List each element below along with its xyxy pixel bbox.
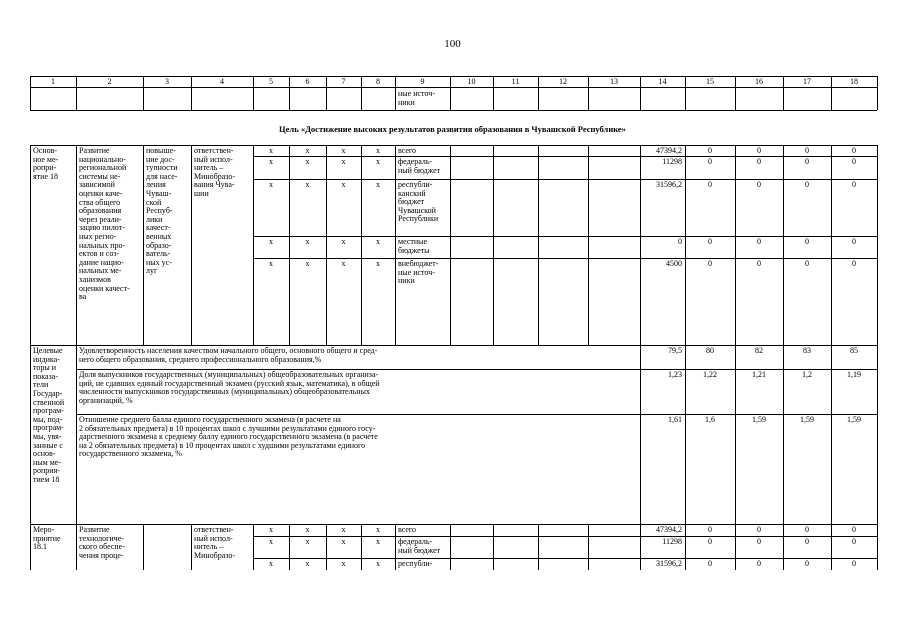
goal-title: Цель «Достижение высоких результатов развития образования в Чувашской Республике»: [279, 124, 626, 134]
value-cell: 0: [708, 259, 712, 268]
funding-source: внебюджет- ные источ- ники: [398, 259, 439, 286]
budget-code-cell: x: [305, 180, 310, 189]
value-cell: 0: [852, 157, 856, 166]
value-cell: 83: [803, 346, 811, 355]
column-rule: [538, 145, 539, 345]
value-cell: 1,6: [705, 415, 715, 424]
value-cell: 0: [757, 537, 761, 546]
value-cell: 0: [708, 559, 712, 568]
value-cell: 0: [708, 157, 712, 166]
column-header-7: 7: [341, 77, 346, 86]
page-number: 100: [444, 38, 461, 50]
funding-source: федераль- ный бюджет: [398, 157, 441, 175]
row-rule: [30, 110, 877, 111]
budget-code-cell: x: [269, 537, 273, 546]
column-header-10: 10: [467, 77, 476, 86]
budget-code-cell: x: [305, 559, 310, 568]
value-cell: 0: [852, 146, 856, 155]
column-rule: [191, 145, 192, 345]
value-2019: 31596,2: [656, 180, 682, 189]
budget-code-cell: x: [341, 559, 346, 568]
indicators-label: Целевые индика- торы и показа- тели Государ- ственной програм- мы, под- програм- мы, увя- занные с основ- ным ме- роприя- тием 18: [33, 346, 65, 484]
value-cell: 0: [852, 559, 856, 568]
budget-code-cell: x: [341, 259, 346, 268]
responsible-executor: ответствен- ный испол- нитель – Минобразо- вания Чува- шии: [194, 146, 236, 198]
column-rule: [30, 345, 31, 524]
value-cell: 0: [805, 559, 809, 568]
column-header-4: 4: [220, 77, 224, 86]
value-cell: 0: [805, 146, 809, 155]
value-cell: 0: [852, 259, 856, 268]
value-cell: 0: [708, 146, 712, 155]
budget-code-cell: x: [376, 259, 380, 268]
column-header-11: 11: [511, 77, 520, 86]
column-header-16: 16: [755, 77, 763, 86]
column-header-12: 12: [559, 77, 567, 86]
funding-source: всего: [398, 146, 417, 155]
column-rule: [493, 145, 494, 345]
column-rule: [76, 145, 77, 345]
value-2019: 0: [678, 237, 682, 246]
value-cell: 0: [757, 525, 761, 534]
value-cell: 0: [757, 146, 761, 155]
event-description: Развитие национально- региональной системы не- зависимой оценки каче- ства общего образования через реали- зацию пилот- ных регио- нальных про- ектов и соз- дание нацио- нальных ме- ханизмов оценки качест- ва: [79, 146, 130, 302]
budget-code-cell: x: [376, 537, 380, 546]
column-rule: [450, 145, 451, 345]
value-cell: 0: [805, 525, 809, 534]
value-cell: 0: [852, 537, 856, 546]
column-rule: [30, 524, 31, 570]
column-header-15: 15: [706, 77, 714, 86]
column-header-2: 2: [107, 77, 112, 86]
value-cell: 0: [708, 525, 712, 534]
budget-code-cell: x: [269, 180, 273, 189]
budget-code-cell: x: [269, 559, 273, 568]
value-cell: 0: [708, 237, 712, 246]
event-label: Основ- ное ме- ропри- ятие 18: [33, 146, 59, 181]
column-rule: [877, 76, 878, 110]
column-rule: [395, 524, 396, 570]
column-header-9: 9: [420, 77, 425, 86]
budget-code-cell: x: [376, 157, 380, 166]
value-cell: 0: [708, 537, 712, 546]
indicator-text: Доля выпускников государственных (муниципальных) общеобразовательных организа- ций, не сдавших единый государственный экзамен (русский язык, математика), в общей численности выпускников государственных (муниципальных) общеобразовательных организаций, %: [79, 370, 380, 405]
budget-code-cell: x: [376, 146, 380, 155]
value-cell: 0: [757, 559, 761, 568]
value-cell: 0: [805, 259, 809, 268]
budget-code-cell: x: [376, 559, 380, 568]
column-rule: [877, 145, 878, 345]
value-cell: 0: [757, 237, 761, 246]
value-cell: 85: [850, 346, 858, 355]
row-rule: [253, 156, 877, 157]
budget-code-cell: x: [341, 537, 346, 546]
funding-source: республи- канский бюджет Чувашской Республики: [398, 180, 439, 224]
budget-code-cell: x: [341, 157, 346, 166]
column-header-17: 17: [803, 77, 811, 86]
row-rule: [253, 536, 877, 537]
value-cell: 1,2: [802, 370, 812, 379]
value-2019: 31596,2: [656, 559, 682, 568]
value-cell: 1,21: [752, 370, 766, 379]
value-2019: 4500: [666, 259, 682, 268]
value-cell: 1,59: [800, 415, 814, 424]
value-cell: 80: [706, 346, 714, 355]
budget-code-cell: x: [269, 525, 273, 534]
column-header-8: 8: [376, 77, 380, 86]
value-2019: 1,61: [668, 415, 682, 424]
column-rule: [143, 145, 144, 345]
row-rule: [30, 524, 877, 525]
value-2019: 11298: [662, 537, 682, 546]
column-rule: [76, 524, 77, 570]
column-rule: [877, 524, 878, 570]
row-rule: [30, 87, 877, 88]
value-2019: 11298: [662, 157, 682, 166]
funding-source: всего: [398, 525, 417, 534]
value-cell: 0: [805, 537, 809, 546]
budget-code-cell: x: [269, 157, 273, 166]
value-cell: 82: [755, 346, 763, 355]
value-cell: 0: [757, 180, 761, 189]
column-rule: [877, 345, 878, 524]
column-header-13: 13: [610, 77, 618, 86]
budget-code-cell: x: [376, 180, 380, 189]
value-2019: 79,5: [668, 346, 682, 355]
value-cell: 0: [757, 157, 761, 166]
funding-source: федераль- ный бюджет: [398, 537, 441, 555]
budget-code-cell: x: [341, 180, 346, 189]
row-rule: [253, 179, 877, 180]
column-header-3: 3: [165, 77, 169, 86]
value-cell: 0: [805, 180, 809, 189]
column-rule: [588, 145, 589, 345]
column-rule: [395, 145, 396, 345]
budget-code-cell: x: [305, 237, 310, 246]
budget-code-cell: x: [376, 237, 380, 246]
row-rule: [253, 236, 877, 237]
value-2019: 47394,2: [656, 525, 682, 534]
column-rule: [30, 145, 31, 345]
value-cell: 0: [757, 259, 761, 268]
indicator-text: Отношение среднего балла единого государственного экзамена (в расчете на 2 обязательных предмета) в 10 процентах школ с лучшими результатами единого госу- дарственного экзамена к среднему баллу единого государственного экзамена (в расчете на 2 обязательных предмета) в 10 процентах школ с худшими результатами единого государственного экзамена, %: [79, 415, 378, 459]
value-cell: 1,22: [703, 370, 717, 379]
budget-code-cell: x: [305, 157, 310, 166]
budget-code-cell: x: [305, 525, 310, 534]
column-header-5: 5: [269, 77, 273, 86]
budget-code-cell: x: [341, 146, 346, 155]
event-label: Меро- приятие 18.1: [33, 525, 61, 552]
column-header-6: 6: [305, 77, 310, 86]
budget-code-cell: x: [376, 525, 380, 534]
budget-code-cell: x: [269, 237, 273, 246]
funding-source: республи-: [398, 559, 433, 568]
responsible-executor: ответствен- ный испол- нитель – Минобразо-: [194, 525, 236, 560]
value-2019: 47394,2: [656, 146, 682, 155]
column-rule: [143, 524, 144, 570]
value-2019: 1,23: [668, 370, 682, 379]
event-description: Развитие технологиче- ского обеспе- чения проце-: [79, 525, 125, 560]
column-header-1: 1: [51, 77, 55, 86]
budget-code-cell: x: [341, 237, 346, 246]
value-cell: 1,59: [847, 415, 861, 424]
row-rule: [30, 76, 877, 77]
column-rule: [76, 345, 77, 524]
column-header-14: 14: [658, 77, 667, 86]
column-rule: [538, 524, 539, 570]
column-rule: [588, 524, 589, 570]
value-cell: 1,19: [847, 370, 861, 379]
budget-code-cell: x: [305, 146, 310, 155]
value-cell: 0: [805, 157, 809, 166]
budget-code-cell: x: [341, 525, 346, 534]
value-cell: 0: [852, 237, 856, 246]
budget-code-cell: x: [305, 537, 310, 546]
event-goal: повыше- ние дос- тупности для насе- ления Чуваш- ской Респуб- лики качест- венных образо- ватель- ных ус- луг: [146, 146, 178, 276]
column-rule: [191, 524, 192, 570]
indicator-text: Удовлетворенность населения качеством начального общего, основного общего и сред- него общего образования, среднего профессионального образования,%: [79, 346, 378, 364]
column-header-18: 18: [850, 77, 858, 86]
budget-code-cell: x: [269, 259, 273, 268]
funding-source: местные бюджеты: [398, 237, 430, 255]
value-cell: 0: [708, 180, 712, 189]
value-cell: 0: [852, 525, 856, 534]
column-rule: [450, 524, 451, 570]
source-cell: ные источ- ники: [398, 89, 435, 107]
row-rule: [253, 258, 877, 259]
budget-code-cell: x: [305, 259, 310, 268]
value-cell: 1,59: [752, 415, 766, 424]
budget-code-cell: x: [269, 146, 273, 155]
row-rule: [253, 558, 877, 559]
value-cell: 0: [852, 180, 856, 189]
column-rule: [493, 524, 494, 570]
value-cell: 0: [805, 237, 809, 246]
